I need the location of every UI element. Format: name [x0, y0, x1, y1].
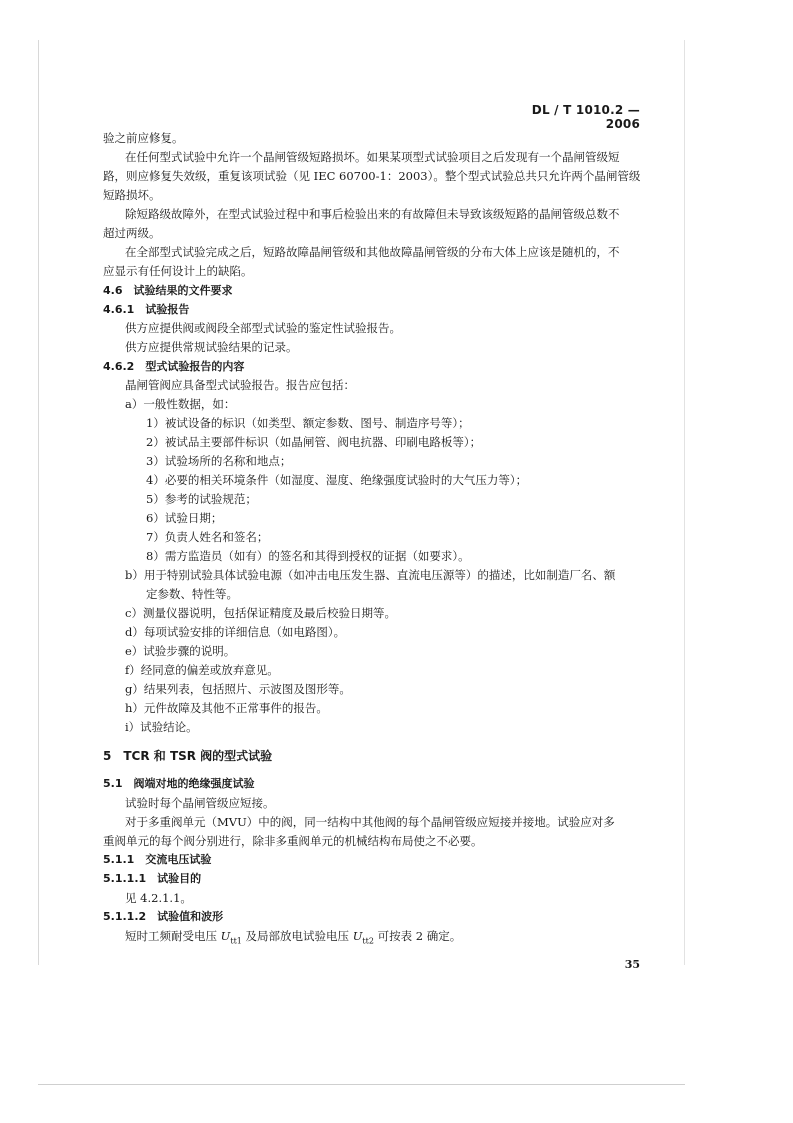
text-line: 试验时每个晶闸管级应短接。: [125, 796, 275, 810]
text-line: 供方应提供阀或阀段全部型式试验的鉴定性试验报告。: [125, 321, 401, 335]
list-item: c）测量仪器说明，包括保证精度及最后校验日期等。: [125, 606, 396, 620]
text-fragment: 短时工频耐受电压: [125, 929, 221, 943]
page-number: 35: [624, 958, 640, 971]
text-line: [125, 928, 461, 949]
text-line: 验之前应修复。: [103, 131, 184, 145]
text-fragment: 及局部放电试验电压: [241, 929, 353, 943]
standard-code: DL / T 1010.2 — 2006: [531, 103, 640, 131]
section-heading: 4.6.1 试验报告: [103, 303, 190, 316]
list-item: b）用于特别试验具体试验电源（如冲击电压发生器、直流电压源等）的描述，比如制造厂名、额: [125, 568, 616, 582]
list-item: 定参数、特性等。: [146, 587, 238, 601]
section-heading: 5.1.1.1 试验目的: [103, 872, 202, 885]
text-line: 应显示有任何设计上的缺陷。: [103, 264, 253, 278]
text-line: 超过两级。: [103, 226, 161, 240]
text-fragment: 可按表 2 确定。: [373, 929, 462, 943]
text-line: 晶闸管阀应具备型式试验报告。报告应包括：: [125, 378, 355, 392]
section-heading: 5.1.1 交流电压试验: [103, 853, 212, 866]
list-item: e）试验步骤的说明。: [125, 644, 236, 658]
section-heading: 5.1.1.2 试验值和波形: [103, 910, 224, 923]
voltage-subscript: tt1: [230, 936, 242, 946]
list-item: a）一般性数据，如：: [125, 397, 236, 411]
list-item: 3）试验场所的名称和地点；: [146, 454, 292, 468]
text-line: 供方应提供常规试验结果的记录。: [125, 340, 298, 354]
text-line: 见 4.2.1.1。: [125, 891, 192, 905]
section-heading: 5.1 阀端对地的绝缘强度试验: [103, 777, 255, 790]
chapter-heading: 5 TCR 和 TSR 阀的型式试验: [103, 749, 273, 763]
voltage-symbol: U: [220, 929, 231, 943]
list-item: 5）参考的试验规范；: [146, 492, 257, 506]
page-left-edge: [38, 40, 39, 965]
text-line: 在任何型式试验中允许一个晶闸管级短路损坏。如果某项型式试验项目之后发现有一个晶闸管级短: [125, 150, 620, 164]
text-line: 短路损坏。: [103, 188, 161, 202]
text-line: 对于多重阀单元（MVU）中的阀，同一结构中其他阀的每个晶闸管级应短接并接地。试验应对多: [125, 815, 615, 829]
list-item: i）试验结论。: [125, 720, 198, 734]
list-item: d）每项试验安排的详细信息（如电路图）。: [125, 625, 346, 639]
text-line: 重阀单元的每个阀分别进行，除非多重阀单元的机械结构布局使之不必要。: [103, 834, 483, 848]
list-item: g）结果列表，包括照片、示波图及图形等。: [125, 682, 351, 696]
list-item: 4）必要的相关环境条件（如湿度、湿度、绝缘强度试验时的大气压力等）；: [146, 473, 528, 487]
list-item: 1）被试设备的标识（如类型、额定参数、图号、制造序号等）；: [146, 416, 470, 430]
list-item: 7）负责人姓名和签名；: [146, 530, 269, 544]
list-item: 2）被试品主要部件标识（如晶闸管、阀电抗器、印刷电路板等）；: [146, 435, 482, 449]
list-item: 8）需方监造员（如有）的签名和其得到授权的证据（如要求）。: [146, 549, 470, 563]
voltage-symbol: U: [352, 929, 363, 943]
text-line: 路，则应修复失效级，重复该项试验（见 IEC 60700-1：2003）。整个型式试验总共只允许两个晶闸管级: [103, 169, 641, 183]
section-heading: 4.6.2 型式试验报告的内容: [103, 360, 245, 373]
text-line: 除短路级故障外，在型式试验过程中和事后检验出来的有故障但未导致该级短路的晶闸管级总数不: [125, 207, 620, 221]
footer-rule: [38, 1084, 685, 1085]
text-line: 在全部型式试验完成之后，短路故障晶闸管级和其他故障晶闸管级的分布大体上应该是随机的，不: [125, 245, 620, 259]
page-right-edge: [684, 40, 685, 965]
section-heading: 4.6 试验结果的文件要求: [103, 284, 233, 297]
list-item: f）经同意的偏差或放弃意见。: [125, 663, 279, 677]
voltage-subscript: tt2: [362, 936, 374, 946]
list-item: 6）试验日期；: [146, 511, 223, 525]
list-item: h）元件故障及其他不正常事件的报告。: [125, 701, 328, 715]
